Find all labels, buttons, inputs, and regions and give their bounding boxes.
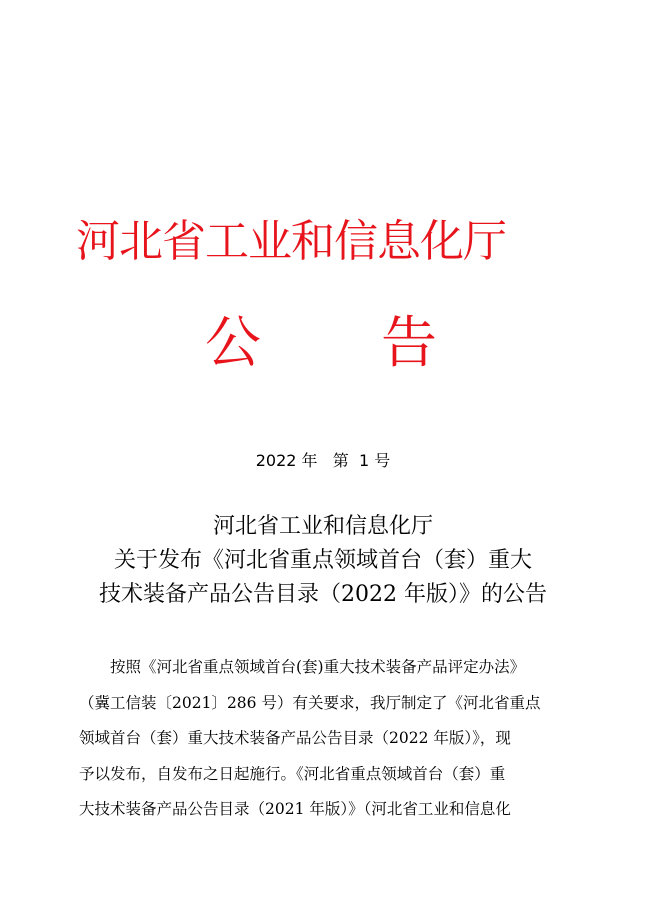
title-line-3: 技术装备产品公告目录（2022 年版）》的公告	[99, 582, 547, 607]
body-line-2: （冀工信装〔2021〕286 号）有关要求，我厅制定了《河北省重点	[79, 693, 541, 712]
issuer-heading: 河北省工业和信息化厅	[76, 216, 506, 267]
body-line-4: 予以发布，自发布之日起施行。《河北省重点领域首台（套）重	[79, 764, 506, 783]
document-title	[0, 510, 646, 612]
body-paragraph	[79, 650, 569, 828]
notice-heading-char-2: 告	[381, 311, 437, 376]
body-line-3: 领域首台（套）重大技术装备产品公告目录（2022 年版）》，现	[79, 729, 511, 747]
document-number: 2022 年 第 1 号	[255, 451, 391, 470]
title-line-1: 河北省工业和信息化厅	[212, 514, 433, 539]
title-line-2: 关于发布《河北省重点领域首台（套）重大	[113, 548, 532, 573]
notice-heading-char-1: 公	[205, 311, 261, 376]
body-line-1: 按照《河北省重点领域首台(套)重大技术装备产品评定办法》	[110, 658, 526, 676]
body-line-5: 大技术装备产品公告目录（2021 年版）》（河北省工业和信息化	[79, 800, 511, 818]
